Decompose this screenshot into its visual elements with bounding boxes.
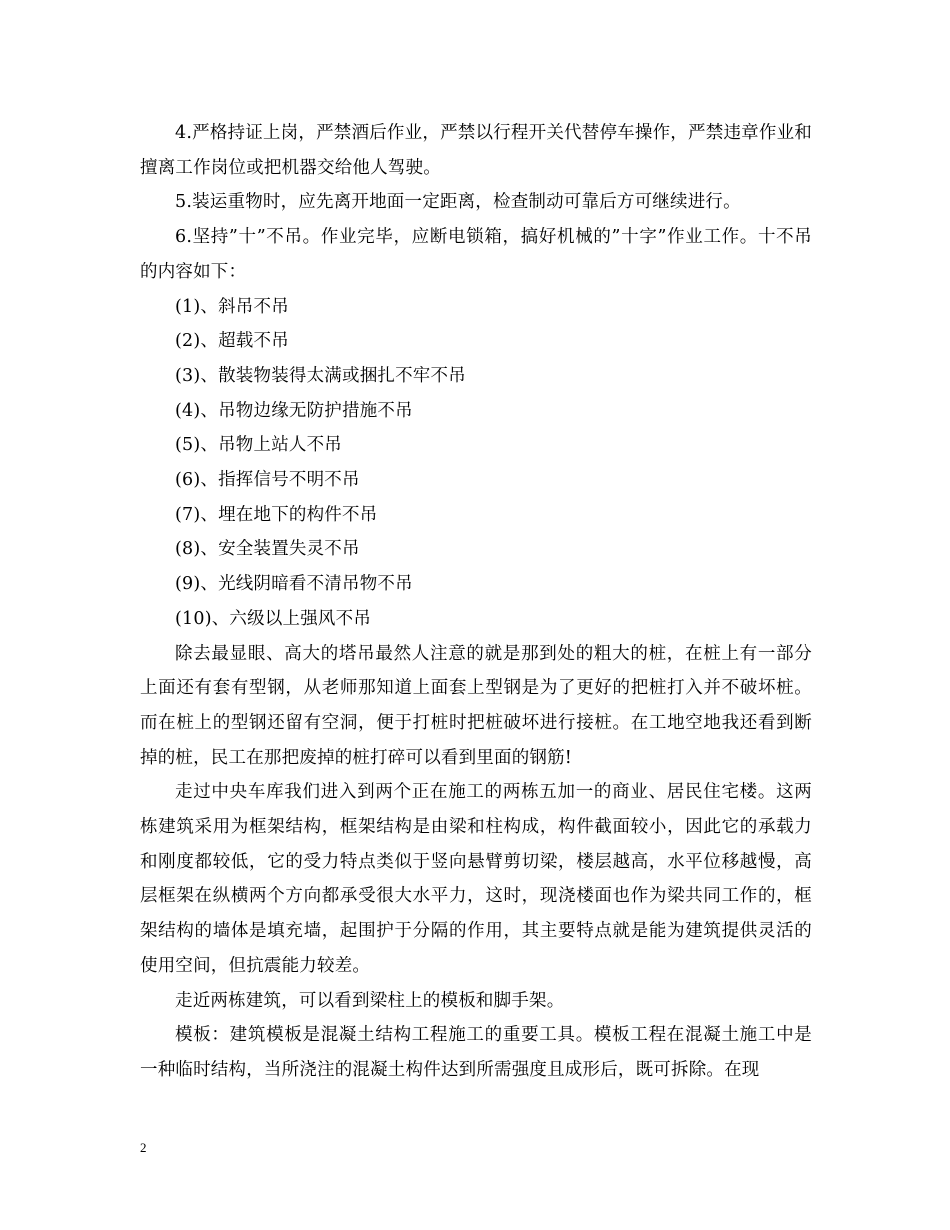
document-body bbox=[140, 116, 812, 1088]
paragraph-rule-6: 6.坚持”十”不吊。作业完毕，应断电锁箱，搞好机械的”十字”作业工作。十不吊的内容如下： bbox=[140, 227, 812, 282]
list-item: (9)、光线阴暗看不清吊物不吊 bbox=[175, 574, 413, 595]
list-item: (10)、六级以上强风不吊 bbox=[175, 608, 372, 629]
list-item: (8)、安全装置失灵不吊 bbox=[175, 539, 360, 560]
paragraph-piles: 除去最显眼、高大的塔吊最然人注意的就是那到处的粗大的桩，在桩上有一部分上面还有套有型钢，从老师那知道上面套上型钢是为了更好的把桩打入并不破坏桩。而在桩上的型钢还留有空洞，便于打桩时把桩破坏进行接桩。在工地空地我还看到断掉的桩，民工在那把废掉的桩打碎可以看到里面的钢筋! bbox=[140, 643, 812, 768]
list-item: (5)、吊物上站人不吊 bbox=[175, 435, 342, 456]
ten-rules-list bbox=[140, 290, 812, 637]
list-item: (4)、吊物边缘无防护措施不吊 bbox=[175, 400, 413, 421]
paragraph-formwork: 模板：建筑模板是混凝土结构工程施工的重要工具。模板工程在混凝土施工中是一种临时结构，当所浇注的混凝土构件达到所需强度且成形后，既可拆除。在现 bbox=[140, 1025, 812, 1080]
page-number: 2 bbox=[140, 1140, 147, 1155]
list-item: (7)、埋在地下的构件不吊 bbox=[175, 504, 378, 525]
paragraph-formwork-intro: 走近两栋建筑，可以看到梁柱上的模板和脚手架。 bbox=[175, 990, 565, 1011]
list-item: (3)、散装物装得太满或捆扎不牢不吊 bbox=[175, 365, 466, 386]
list-item: (6)、指挥信号不明不吊 bbox=[175, 470, 360, 491]
list-item: (1)、斜吊不吊 bbox=[175, 296, 289, 317]
paragraph-rule-5: 5.装运重物时，应先离开地面一定距离，检查制动可靠后方可继续进行。 bbox=[175, 192, 741, 213]
paragraph-rule-4: 4.严格持证上岗，严禁酒后作业，严禁以行程开关代替停车操作，严禁违章作业和擅离工作岗位或把机器交给他人驾驶。 bbox=[140, 123, 812, 178]
list-item: (2)、超载不吊 bbox=[175, 331, 289, 352]
paragraph-frame-structure: 走过中央车库我们进入到两个正在施工的两栋五加一的商业、居民住宅楼。这两栋建筑采用为框架结构，框架结构是由梁和柱构成，构件截面较小，因此它的承载力和刚度都较低，它的受力特点类似于竖向悬臂剪切梁，楼层越高，水平位移越慢，高层框架在纵横两个方向都承受很大水平力，这时，现浇楼面也作为梁共同工作的，框架结构的墙体是填充墙，起围护于分隔的作用，其主要特点就是能为建筑提供灵活的使用空间，但抗震能力较差。 bbox=[140, 782, 812, 976]
